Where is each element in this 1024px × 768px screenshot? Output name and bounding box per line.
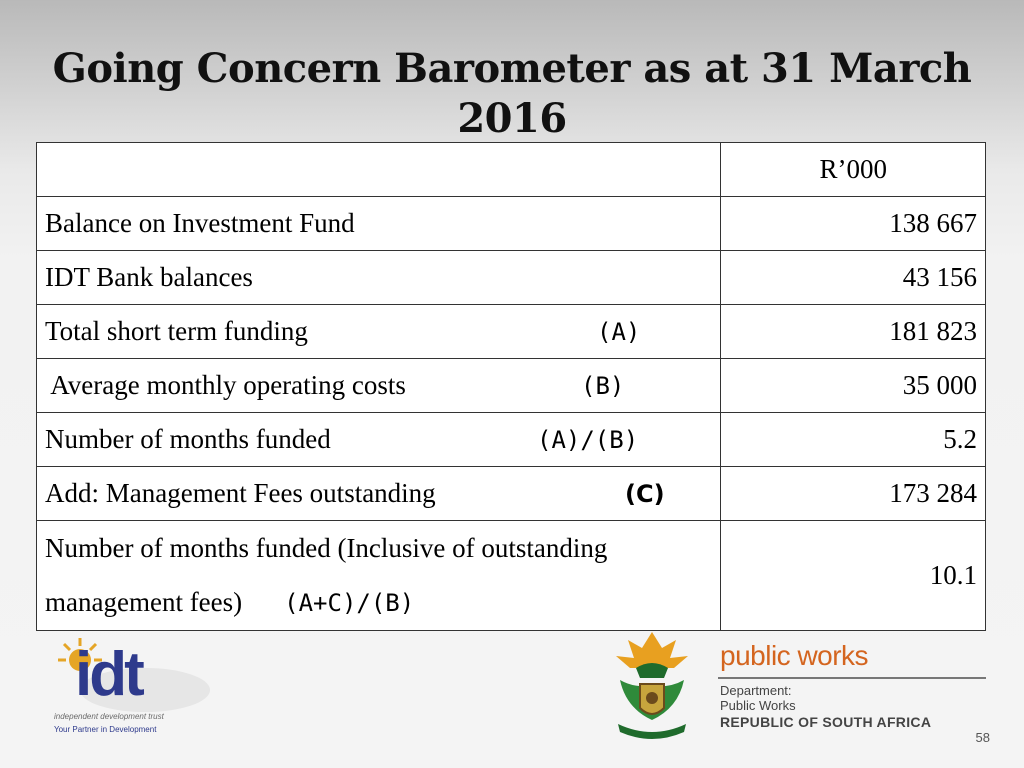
row-value: 10.1 [721, 521, 986, 631]
row-value: 181 823 [721, 305, 986, 359]
page-number: 58 [975, 730, 990, 745]
slide-title-line-2: 2016 [457, 95, 567, 142]
row-label [37, 359, 721, 413]
idt-tagline: Your Partner in Development [54, 725, 157, 734]
row-value: 5.2 [721, 413, 986, 467]
table-row [37, 413, 986, 467]
public-works-title: public works [720, 640, 869, 671]
row-label-text: Add: Management Fees outstanding [45, 478, 436, 508]
row-label [37, 197, 721, 251]
row-value: 138 667 [721, 197, 986, 251]
row-label-text-line-2: management fees) [45, 587, 243, 617]
row-value: 43 156 [721, 251, 986, 305]
slide-title [40, 44, 984, 144]
row-label-text: Balance on Investment Fund [45, 208, 355, 238]
row-value: 173 284 [721, 467, 986, 521]
row-label [37, 521, 721, 631]
row-label-text: Average monthly operating costs [45, 370, 406, 400]
table-row [37, 305, 986, 359]
row-label [37, 305, 721, 359]
row-label-text: Total short term funding [45, 316, 308, 346]
row-label [37, 467, 721, 521]
table-row [37, 197, 986, 251]
row-reference: (A+C)/(B) [284, 589, 415, 617]
idt-logo-text: idt [75, 640, 142, 709]
idt-subtitle: independent development trust [54, 712, 164, 721]
row-reference: (C) [625, 479, 665, 508]
slide-title-line-1: Going Concern Barometer as at 31 March [52, 45, 972, 92]
country-label: REPUBLIC OF SOUTH AFRICA [720, 714, 932, 730]
header-label-cell [37, 143, 721, 197]
table-row [37, 359, 986, 413]
department-line-1: Department: [720, 683, 792, 698]
table-row [37, 251, 986, 305]
coat-of-arms-icon [606, 628, 698, 746]
public-works-divider [718, 677, 986, 679]
row-reference: (B) [581, 371, 625, 400]
header-currency-cell: R’000 [721, 143, 986, 197]
row-label-text: Number of months funded [45, 424, 331, 454]
row-label-text: IDT Bank balances [45, 262, 253, 292]
department-line-2: Public Works [720, 698, 796, 713]
table-row [37, 467, 986, 521]
row-reference: (A) [597, 317, 641, 346]
row-value: 35 000 [721, 359, 986, 413]
department-label [720, 683, 796, 713]
row-label-text-line-1: Number of months funded (Inclusive of outstanding [45, 533, 608, 563]
row-label [37, 251, 721, 305]
row-label [37, 413, 721, 467]
barometer-table [36, 142, 986, 631]
table-row [37, 521, 986, 631]
row-reference: (A)/(B) [537, 425, 639, 454]
table-header-row [37, 143, 986, 197]
